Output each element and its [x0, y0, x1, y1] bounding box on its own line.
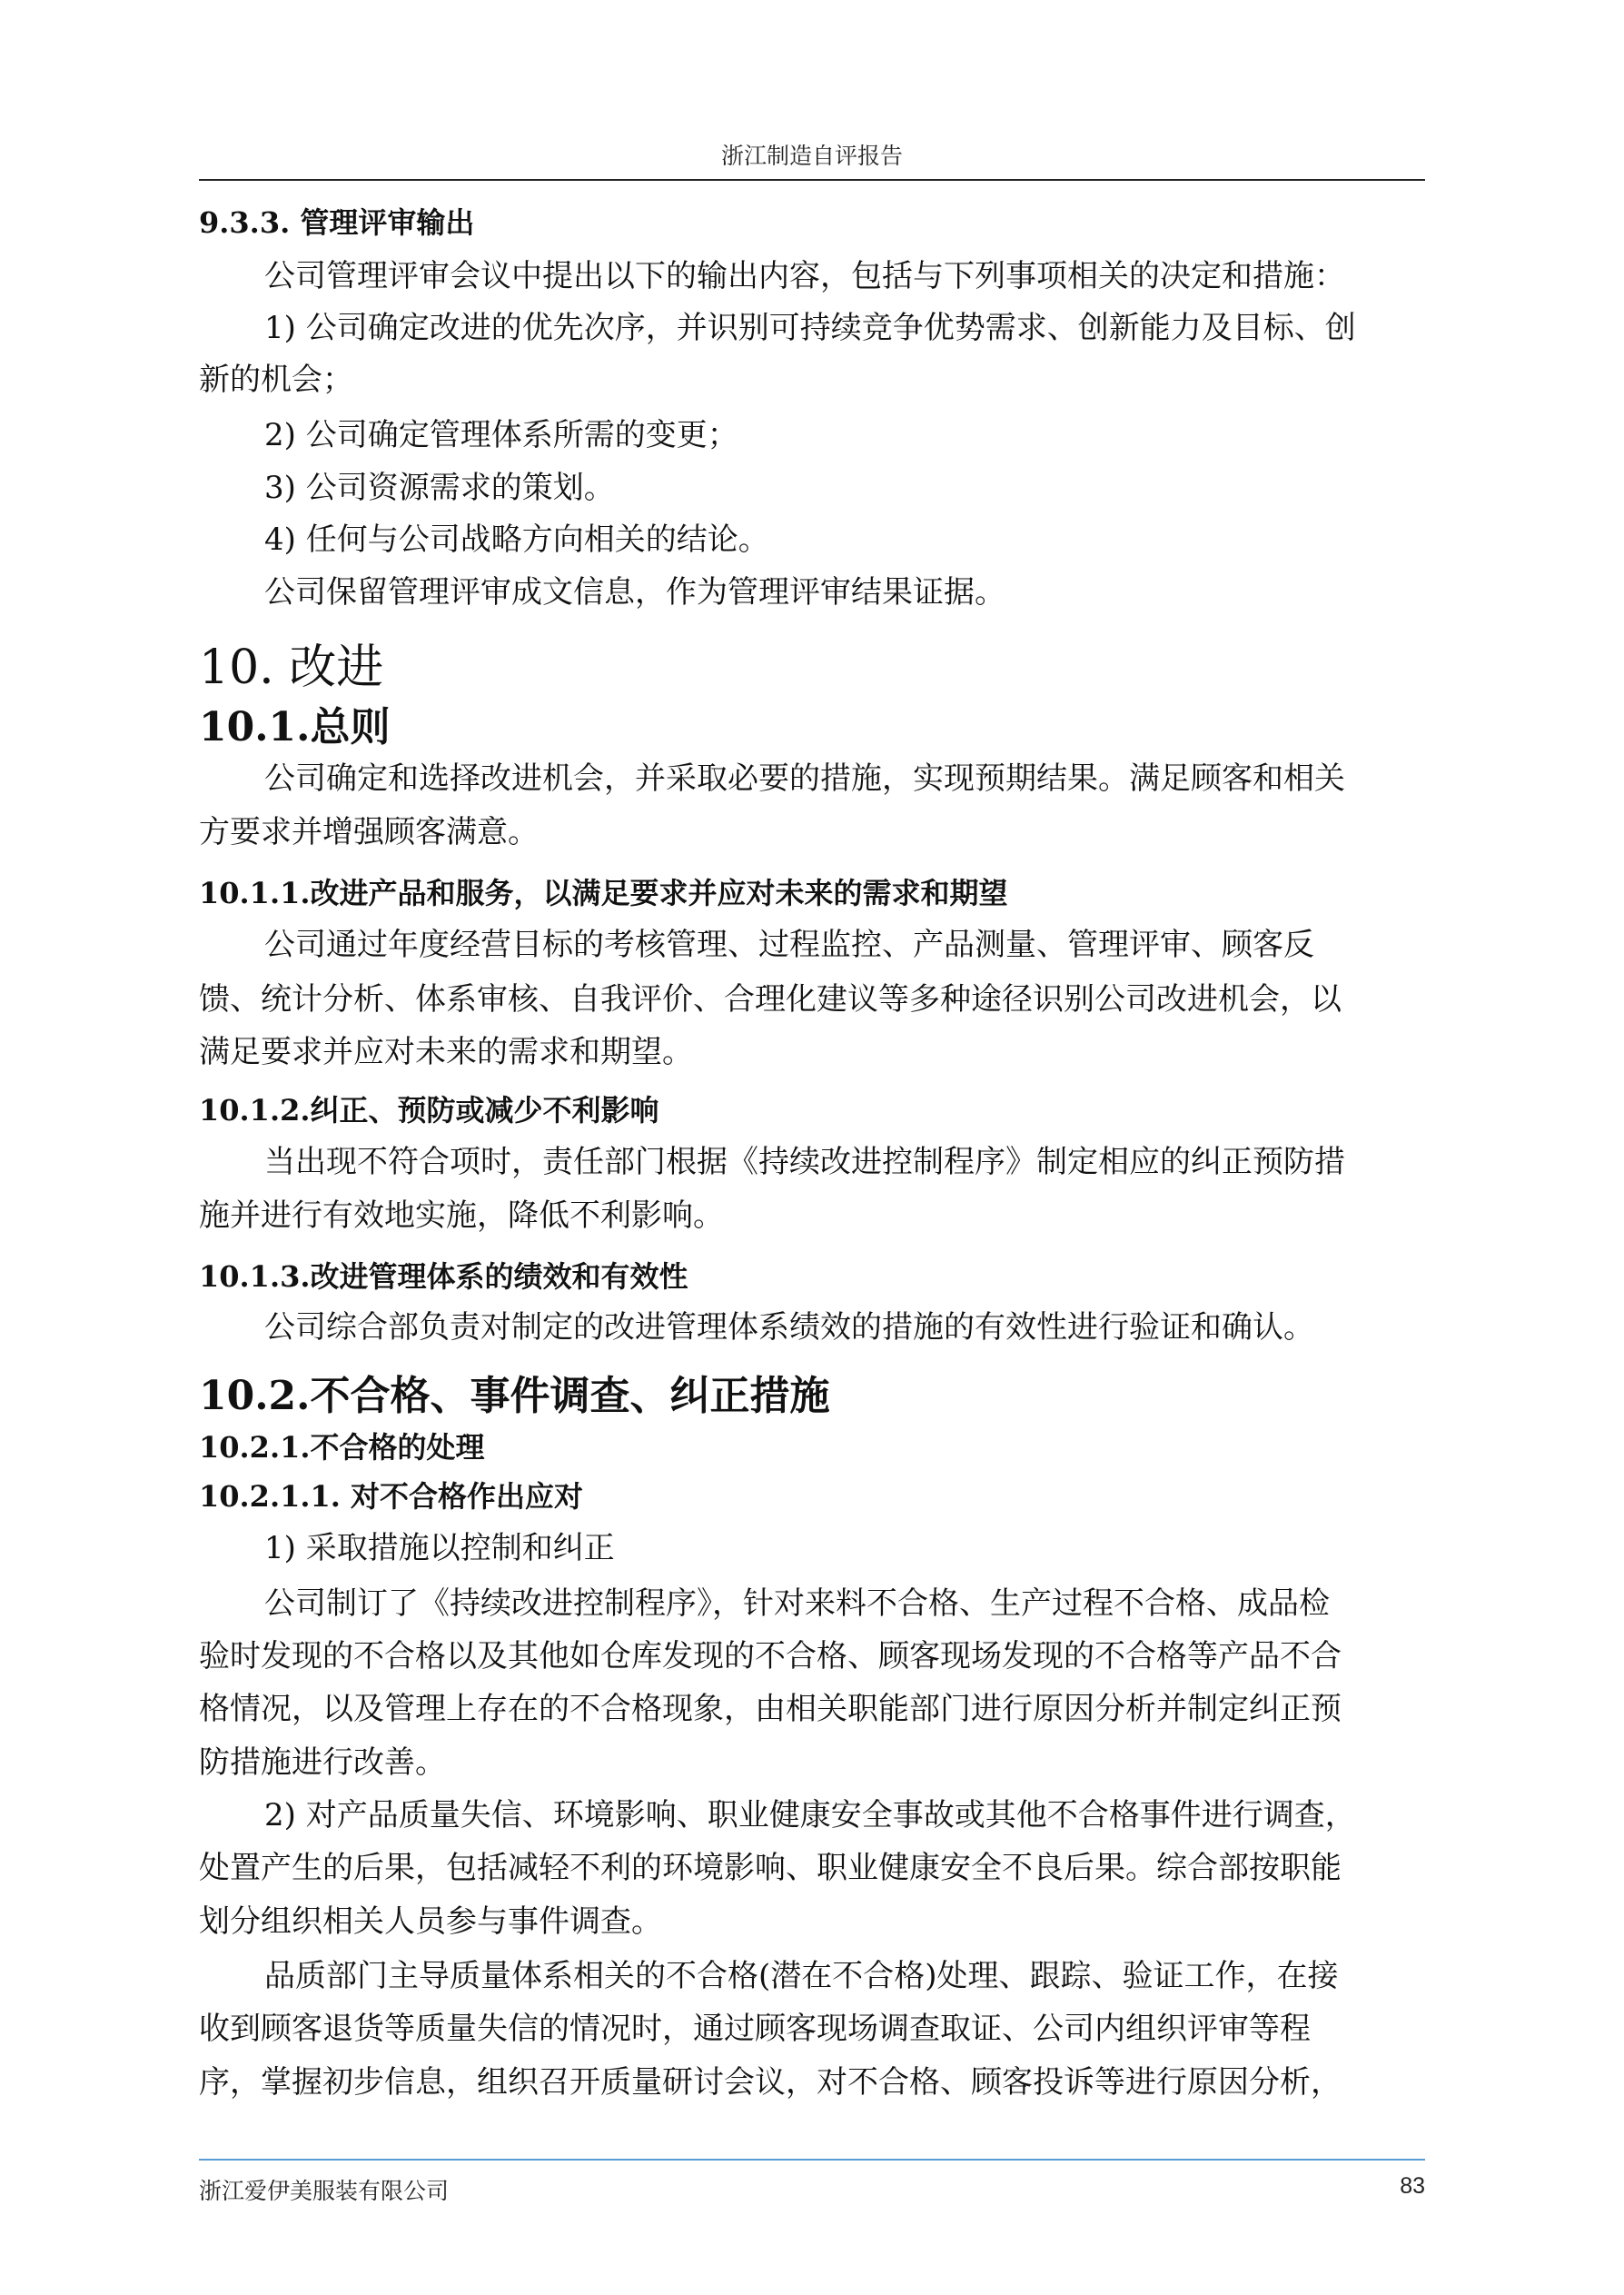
paragraph-line: 满足要求并应对未来的需求和期望。 — [199, 1034, 693, 1070]
section-9-3-3-heading: 9.3.3. 管理评审输出 — [199, 205, 475, 240]
paragraph-line: 公司确定和选择改进机会，并采取必要的措施，实现预期结果。满足顾客和相关 — [264, 760, 1345, 797]
paragraph-line: 当出现不符合项时，责任部门根据《持续改进控制程序》制定相应的纠正预防措 — [264, 1144, 1345, 1180]
paragraph-line: 品质部门主导质量体系相关的不合格(潜在不合格)处理、跟踪、验证工作，在接 — [264, 1958, 1339, 1994]
list-item-line: 1) 采取措施以控制和纠正 — [264, 1530, 615, 1566]
paragraph-line: 序，掌握初步信息，组织召开质量研讨会议，对不合格、顾客投诉等进行原因分析， — [199, 2064, 1342, 2101]
header-rule — [199, 179, 1425, 181]
section-10-1-2-heading: 10.1.2.纠正、预防或减少不利影响 — [199, 1093, 659, 1128]
paragraph-line: 公司通过年度经营目标的考核管理、过程监控、产品测量、管理评审、顾客反 — [264, 927, 1314, 963]
paragraph-line: 验时发现的不合格以及其他如仓库发现的不合格、顾客现场发现的不合格等产品不合 — [199, 1638, 1342, 1674]
section-10-1-1-heading: 10.1.1.改进产品和服务，以满足要求并应对未来的需求和期望 — [199, 876, 1008, 910]
section-10-1-heading: 10.1.总则 — [199, 704, 391, 750]
paragraph-line: 公司制订了《持续改进控制程序》，针对来料不合格、生产过程不合格、成品检 — [264, 1585, 1330, 1622]
footer-rule — [199, 2159, 1425, 2161]
running-header: 浙江制造自评报告 — [720, 143, 903, 169]
footer-company: 浙江爱伊美服装有限公司 — [199, 2178, 450, 2204]
section-10-2-1-heading: 10.2.1.不合格的处理 — [199, 1430, 485, 1465]
section-10-2-heading: 10.2.不合格、事件调查、纠正措施 — [199, 1373, 830, 1419]
section-10-2-1-1-heading: 10.2.1.1. 对不合格作出应对 — [199, 1479, 584, 1514]
paragraph-line: 馈、统计分析、体系审核、自我评价、合理化建议等多种途径识别公司改进机会，以 — [199, 981, 1342, 1018]
list-item-line: 4) 任何与公司战略方向相关的结论。 — [264, 522, 769, 558]
list-item-line: 3) 公司资源需求的策划。 — [264, 470, 615, 506]
list-item-line: 2) 公司确定管理体系所需的变更； — [264, 417, 738, 453]
paragraph-line: 格情况，以及管理上存在的不合格现象，由相关职能部门进行原因分析并制定纠正预 — [199, 1691, 1342, 1727]
list-item-line: 2) 对产品质量失信、环境影响、职业健康安全事故或其他不合格事件进行调查， — [264, 1797, 1356, 1833]
paragraph-line: 防措施进行改善。 — [199, 1744, 446, 1781]
list-item-line: 处置产生的后果，包括减轻不利的环境影响、职业健康安全不良后果。综合部按职能 — [199, 1850, 1342, 1886]
list-item-line: 划分组织相关人员参与事件调查。 — [199, 1903, 662, 1940]
paragraph-line: 施并进行有效地实施，降低不利影响。 — [199, 1197, 724, 1234]
paragraph-line: 公司综合部负责对制定的改进管理体系绩效的措施的有效性进行验证和确认。 — [264, 1309, 1314, 1346]
paragraph-line: 公司保留管理评审成文信息，作为管理评审结果证据。 — [264, 574, 1005, 611]
paragraph-line: 方要求并增强顾客满意。 — [199, 814, 539, 850]
section-10-1-3-heading: 10.1.3.改进管理体系的绩效和有效性 — [199, 1259, 688, 1294]
chapter-10-heading: 10. 改进 — [199, 641, 384, 695]
paragraph-line: 收到顾客退货等质量失信的情况时，通过顾客现场调查取证、公司内组织评审等程 — [199, 2011, 1311, 2047]
paragraph-line: 公司管理评审会议中提出以下的输出内容，包括与下列事项相关的决定和措施： — [264, 258, 1345, 294]
page-number: 83 — [1400, 2173, 1425, 2199]
list-item-line: 新的机会； — [199, 362, 353, 398]
list-item-line: 1) 公司确定改进的优先次序，并识别可持续竞争优势需求、创新能力及目标、创 — [264, 310, 1356, 346]
